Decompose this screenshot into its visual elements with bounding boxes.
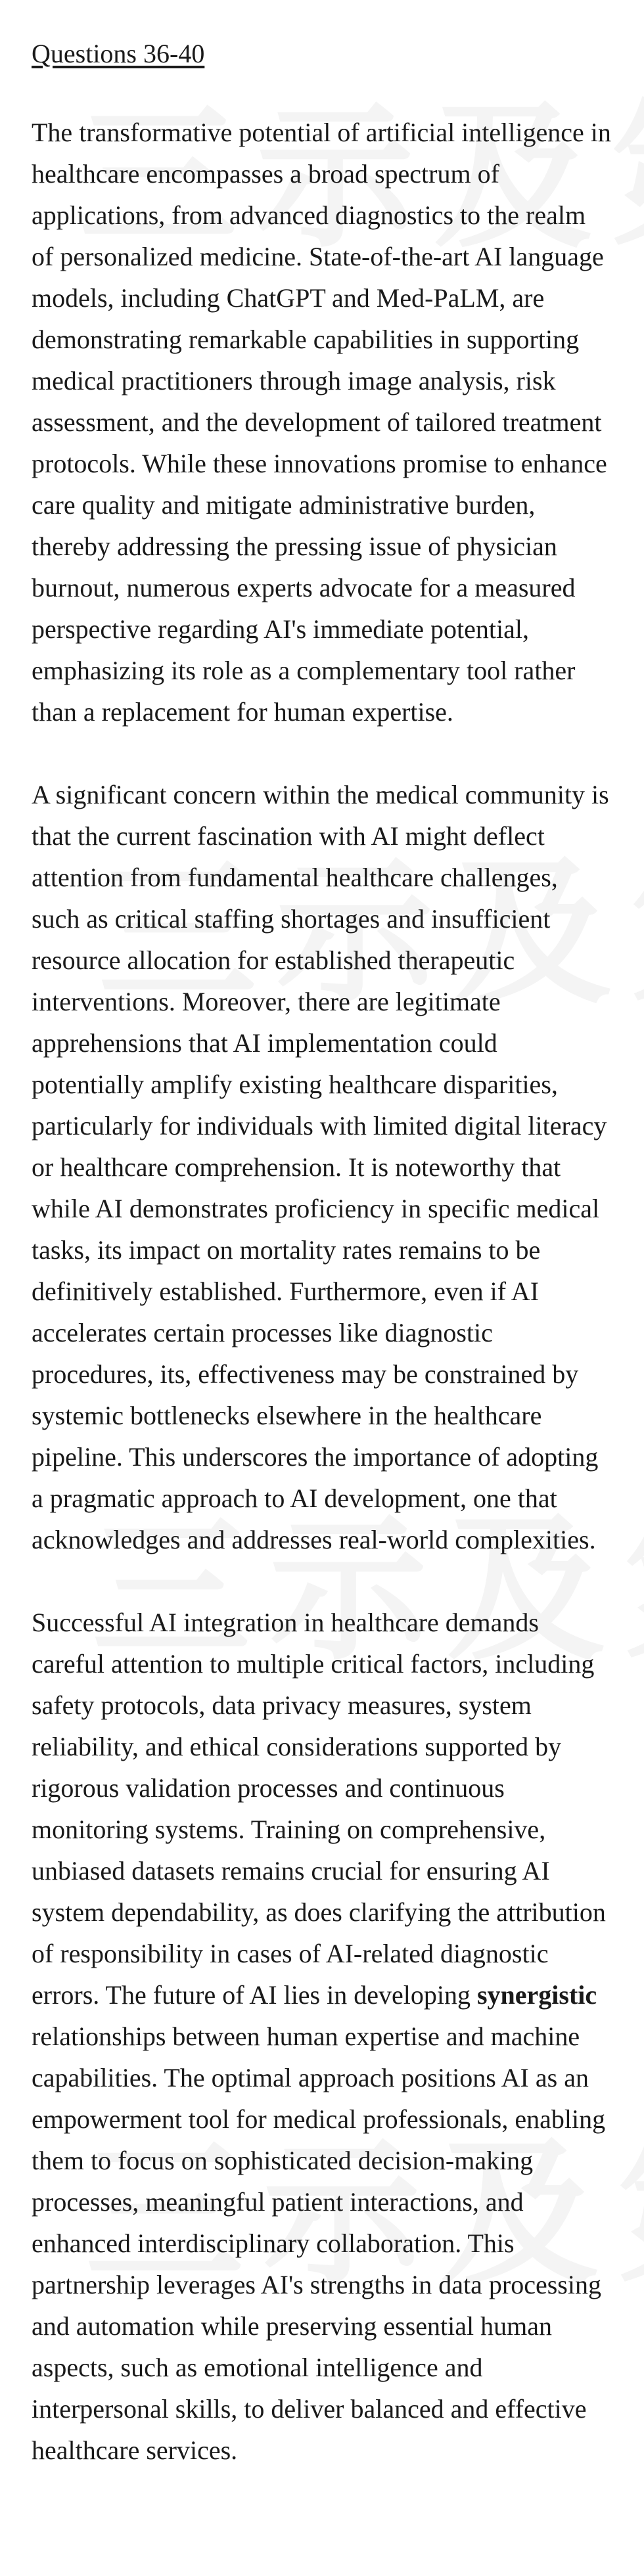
section-heading: Questions 36-40 [32, 39, 205, 68]
highlighted-word: synergistic [476, 1980, 597, 2010]
paragraph-3-text-start: Successful AI integration in healthcare demands careful attention to multiple critical factors, including safety protocols, data privacy measures, system reliability, and ethical considerations supported by rigorous validation processes and continuous monitoring systems. Training on comprehensive, unbiased datasets remains crucial for ensuring AI system dependability, as does clarifying the attribution of responsibility in cases of AI-related diagnostic errors. The future of AI lies in developing [32, 1608, 606, 2010]
passage-content [32, 34, 612, 2471]
paragraph-3 [32, 1602, 612, 2471]
paragraph-2: A significant concern within the medical community is that the current fascination with AI might deflect attention from fundamental healthcare challenges, such as critical staffing shortages and insufficient resource allocation for established therapeutic interventions. Moreover, there are legitimate apprehensions that AI implementation could potentially amplify existing healthcare disparities, particularly for individuals with limited digital literacy or healthcare comprehension. It is noteworthy that while AI demonstrates proficiency in specific medical tasks, its impact on mortality rates remains to be definitively established. Furthermore, even if AI accelerates certain processes like diagnostic procedures, its, effectiveness may be constrained by systemic bottlenecks elsewhere in the healthcare pipeline. This underscores the importance of adopting a pragmatic approach to AI development, one that acknowledges and addresses real-world complexities. [32, 780, 609, 1554]
paragraph-1: The transformative potential of artificial intelligence in healthcare encompasses a broad spectrum of applications, from advanced diagnostics to the realm of personalized medicine. State-of-the-art AI language models, including ChatGPT and Med-PaLM, are demonstrating remarkable capabilities in supporting medical practitioners through image analysis, risk assessment, and the development of tailored treatment protocols. While these innovations promise to enhance care quality and mitigate administrative burden, thereby addressing the pressing issue of physician burnout, numerous experts advocate for a measured perspective regarding AI's immediate potential, emphasizing its role as a complementary tool rather than a replacement for human expertise. [32, 118, 611, 727]
paragraph-3-text-end: relationships between human expertise and machine capabilities. The optimal approach positions AI as an empowerment tool for medical professionals, enabling them to focus on sophisticated decision-making processes, meaningful patient interactions, and enhanced interdisciplinary collaboration. This partnership leverages AI's strengths in data processing and automation while preserving essential human aspects, such as emotional intelligence and interpersonal skills, to deliver balanced and effective healthcare services. [32, 2022, 606, 2465]
